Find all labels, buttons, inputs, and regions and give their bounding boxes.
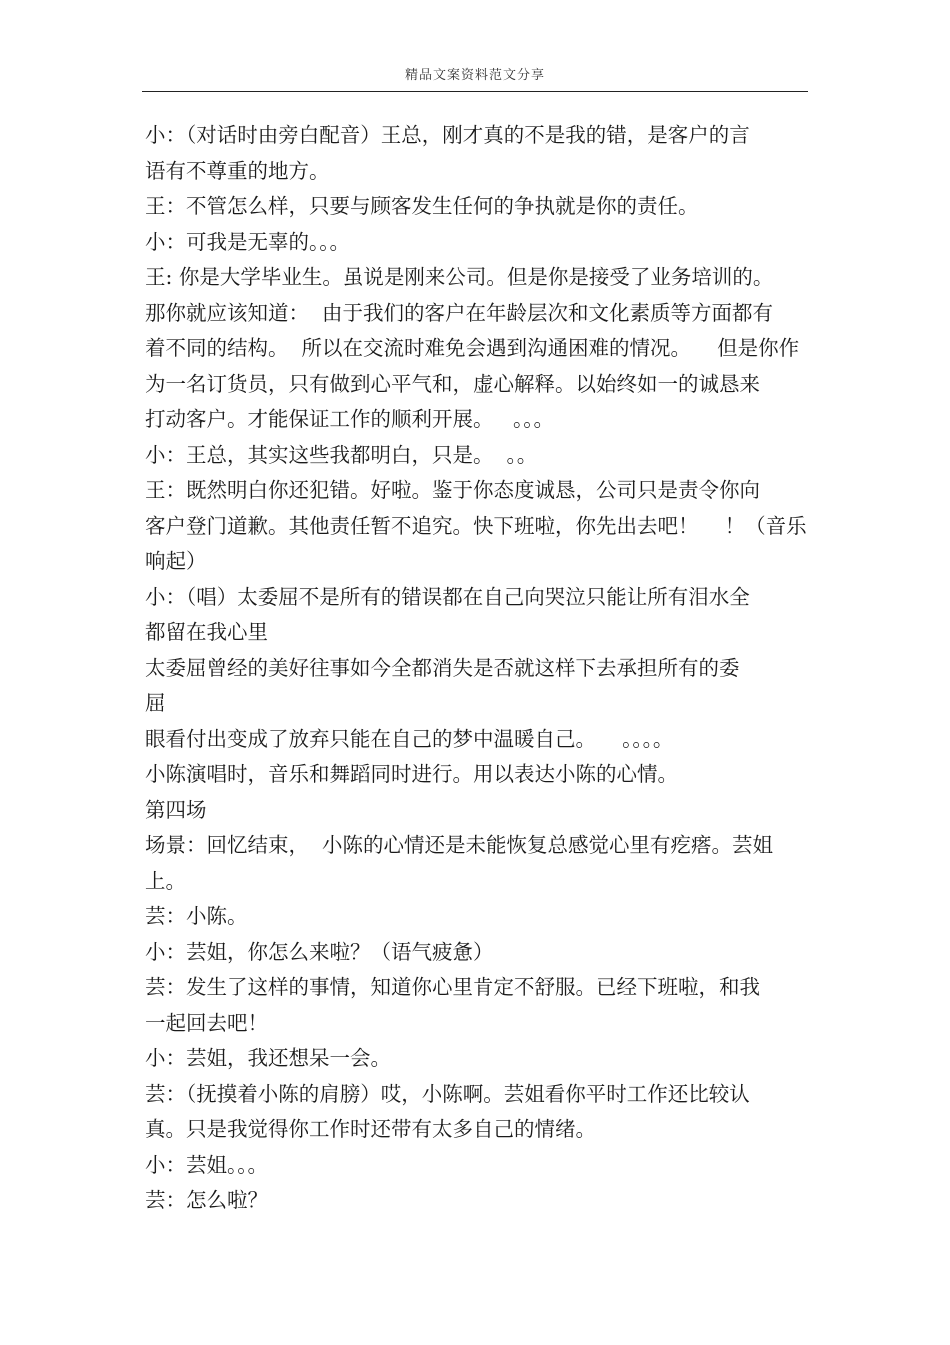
text-line: 真。只是我觉得你工作时还带有太多自己的情绪。	[145, 1117, 596, 1141]
page-header-title: 精品文案资料范文分享	[404, 68, 545, 83]
text-line: 小：王总，其实这些我都明白，只是。 。。	[145, 442, 538, 467]
text-line: 王：不管怎么样，只要与顾客发生任何的争执就是你的责任。	[145, 194, 699, 218]
text-line: 太委屈曾经的美好往事如今全都消失是否就这样下去承担所有的委	[145, 655, 740, 680]
text-line: 芸：发生了这样的事情，知道你心里肯定不舒服。已经下班啦，和我	[145, 975, 760, 999]
text-line: 小：可我是无辜的。。。	[145, 229, 350, 254]
text-line: 响起）	[145, 549, 207, 573]
text-line: 芸：小陈。	[145, 904, 248, 928]
text-line: 小：芸姐，我还想呆一会。	[145, 1046, 391, 1070]
text-line: 小：（对话时由旁白配音）王总，刚才真的不是我的错，是客户的言	[145, 123, 750, 147]
text-line: 客户登门道歉。其他责任暂不追究。快下班啦，你先出去吧！ ！（音乐	[145, 513, 807, 538]
text-line: 小：芸姐，你怎么来啦？（语气疲惫）	[145, 939, 494, 964]
text-line: 都留在我心里	[145, 620, 268, 644]
text-line: 王：既然明白你还犯错。好啦。鉴于你态度诚恳，公司只是责令你向	[145, 478, 760, 502]
text-line: 眼看付出变成了放弃只能在自己的梦中温暖自己。 。。。。	[145, 726, 674, 751]
text-line: 那你就应该知道： 由于我们的客户在年龄层次和文化素质等方面都有	[145, 300, 774, 325]
text-line: 小：芸姐。。。	[145, 1152, 268, 1177]
scene-heading: 第四场	[145, 797, 207, 822]
text-line: 一起回去吧！	[145, 1010, 268, 1035]
text-line: 小陈演唱时，音乐和舞蹈同时进行。用以表达小陈的心情。	[145, 762, 678, 786]
text-line: 芸：（抚摸着小陈的肩膀）哎，小陈啊。芸姐看你平时工作还比较认	[145, 1081, 750, 1106]
text-line: 芸：怎么啦？	[145, 1188, 268, 1212]
text-line: 为一名订货员，只有做到心平气和，虚心解释。以始终如一的诚恳来	[145, 371, 760, 396]
text-line: 屈	[145, 691, 166, 715]
script-body	[145, 118, 810, 1219]
text-line: 场景：回忆结束， 小陈的心情还是未能恢复总感觉心里有疙瘩。芸姐	[145, 833, 774, 857]
text-line: 王: 你是大学毕业生。虽说是刚来公司。但是你是接受了业务培训的。	[145, 265, 774, 289]
text-line: 上。	[145, 868, 186, 893]
text-line: 打动客户。才能保证工作的顺利开展。 。。。	[145, 407, 555, 431]
header-divider	[142, 91, 808, 92]
text-line: 着不同的结构。 所以在交流时难免会遇到沟通困难的情况。 但是你作	[145, 336, 800, 360]
text-line: 语有不尊重的地方。	[145, 158, 330, 183]
text-line: 小：（唱）太委屈不是所有的错误都在自己向哭泣只能让所有泪水全	[145, 584, 750, 609]
